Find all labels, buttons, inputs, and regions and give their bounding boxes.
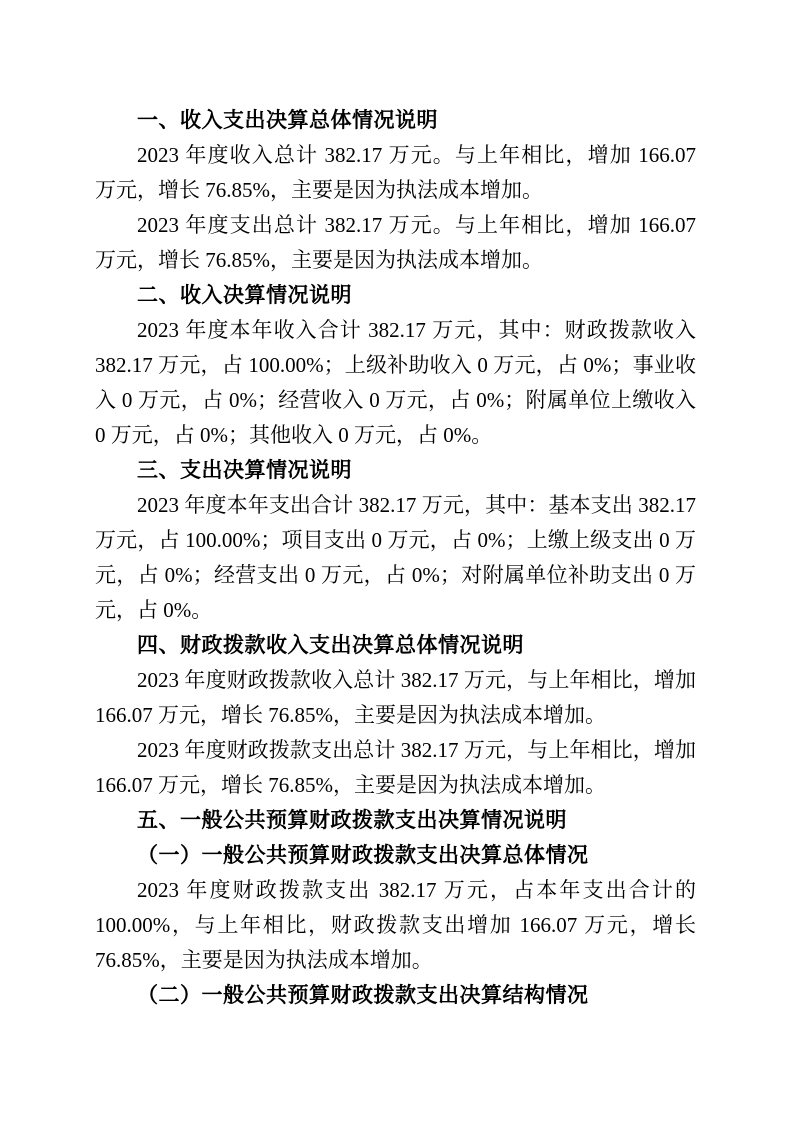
paragraph-general-budget-overall: 2023 年度财政拨款支出 382.17 万元，占本年支出合计的 100.00%，与上年相比，财政拨款支出增加 166.07 万元，增长 76.85%，主要是因为执法成本增加。 xyxy=(95,878,696,972)
heading-general-budget-expenditure: 五、一般公共预算财政拨款支出决算情况说明 xyxy=(137,809,567,832)
paragraph-income-breakdown: 2023 年度本年收入合计 382.17 万元，其中：财政拨款收入 382.17 万元，占 100.00%；上级补助收入 0 万元，占 0%；事业收入 0 万元，占 0%；经营收入 0 万元，占 0%；附属单位上缴收入 0 万元，占 0%；其他收入 0 万元，占 0%。 xyxy=(95,318,696,447)
paragraph-fiscal-expenditure-total: 2023 年度财政拨款支出总计 382.17 万元，与上年相比，增加 166.07 万元，增长 76.85%，主要是因为执法成本增加。 xyxy=(95,738,696,797)
paragraph-fiscal-income-total: 2023 年度财政拨款收入总计 382.17 万元，与上年相比，增加 166.07 万元，增长 76.85%，主要是因为执法成本增加。 xyxy=(95,668,696,727)
subheading-general-budget-structure: （二）一般公共预算财政拨款支出决算结构情况 xyxy=(137,984,589,1007)
paragraph-income-total: 2023 年度收入总计 382.17 万元。与上年相比，增加 166.07 万元，增长 76.85%，主要是因为执法成本增加。 xyxy=(95,143,696,202)
heading-income-details: 二、收入决算情况说明 xyxy=(137,284,352,307)
paragraph-expenditure-total: 2023 年度支出总计 382.17 万元。与上年相比，增加 166.07 万元，增长 76.85%，主要是因为执法成本增加。 xyxy=(95,213,696,272)
document-content xyxy=(95,103,696,1013)
paragraph-expenditure-breakdown: 2023 年度本年支出合计 382.17 万元，其中：基本支出 382.17 万元，占 100.00%；项目支出 0 万元，占 0%；上缴上级支出 0 万元，占 0%；经营支出 0 万元，占 0%；对附属单位补助支出 0 万元，占 0%。 xyxy=(95,493,696,622)
subheading-general-budget-overall: （一）一般公共预算财政拨款支出决算总体情况 xyxy=(137,844,589,867)
heading-income-expenditure-overview: 一、收入支出决算总体情况说明 xyxy=(137,109,438,132)
heading-fiscal-appropriation-overview: 四、财政拨款收入支出决算总体情况说明 xyxy=(137,634,524,657)
heading-expenditure-details: 三、支出决算情况说明 xyxy=(137,459,352,482)
